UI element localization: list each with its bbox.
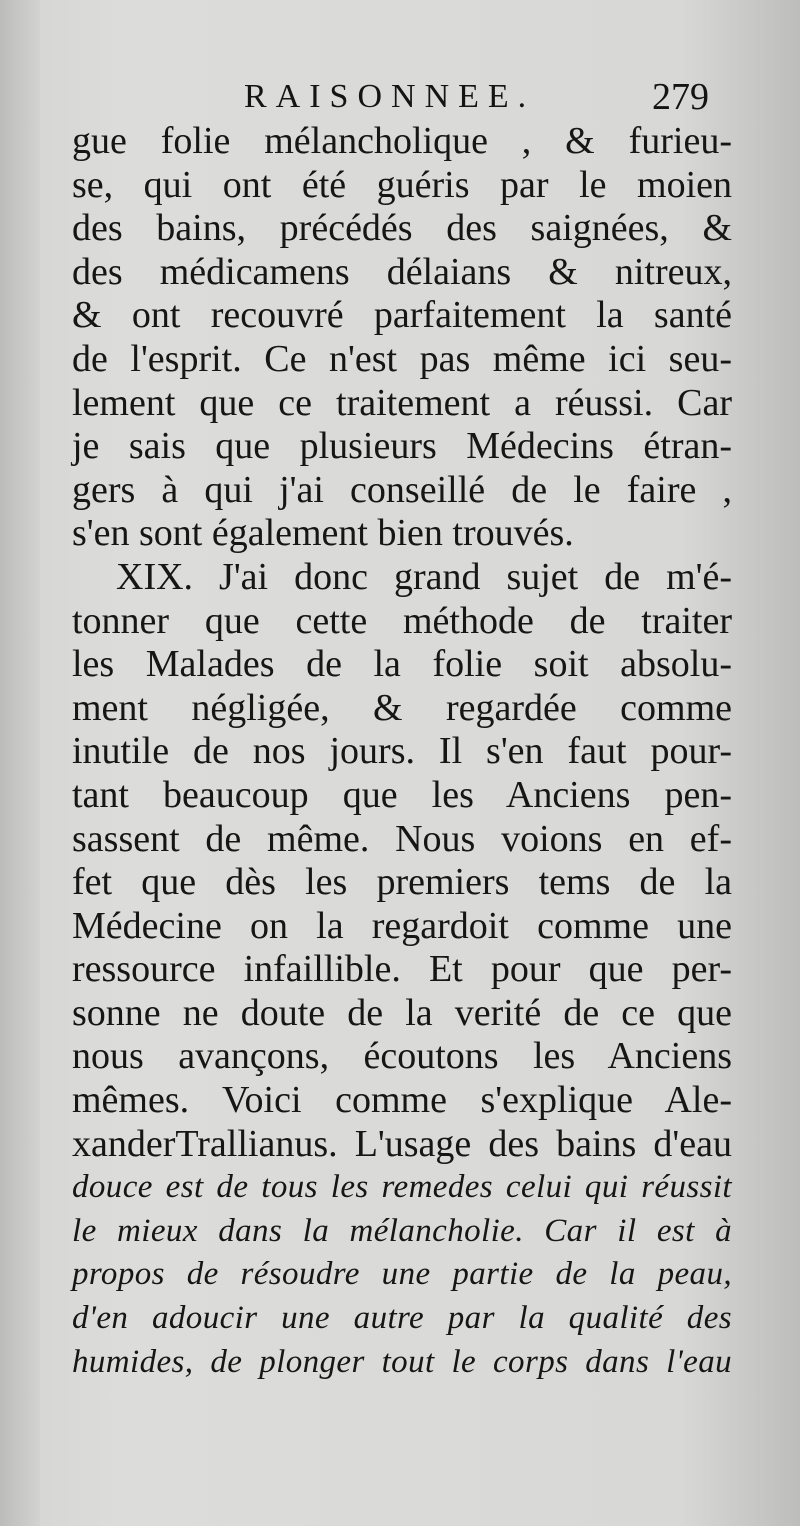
text-line: se, qui ont été guéris par le moien: [72, 163, 732, 206]
running-head: RAISONNEE.: [244, 78, 536, 115]
text-line: inutile de nos jours. Il s'en faut pour-: [72, 730, 732, 773]
page-number: 279: [652, 76, 709, 118]
text-line: des médicamens délaians & nitreux,: [72, 250, 732, 293]
italic-quote-line: propos de résoudre une partie de la peau,: [72, 1256, 732, 1293]
text-line: sassent de même. Nous voions en ef-: [72, 817, 732, 860]
italic-quote-line: le mieux dans la mélancholie. Car il est à: [72, 1212, 732, 1249]
text-line: s'en sont également bien trouvés.: [72, 512, 574, 555]
paragraph-start-line: XIX. J'ai donc grand sujet de m'é-: [116, 555, 732, 598]
text-line: xanderTrallianus. L'usage des bains d'eau: [72, 1122, 732, 1165]
text-line: des bains, précédés des saignées, &: [72, 207, 732, 250]
text-line: tonner que cette méthode de traiter: [72, 599, 732, 642]
text-line: ment négligée, & regardée comme: [72, 686, 732, 729]
text-line: nous avançons, écoutons les Anciens: [72, 1035, 732, 1078]
text-line: gue folie mélancholique , & furieu-: [72, 120, 732, 162]
text-line: lement que ce traitement a réussi. Car: [72, 381, 732, 424]
text-line: ressource infaillible. Et pour que per-: [72, 948, 732, 991]
body-text: [72, 120, 732, 1384]
italic-quote-line: d'en adoucir une autre par la qualité des: [72, 1300, 732, 1337]
text-line: mêmes. Voici comme s'explique Ale-: [72, 1079, 732, 1122]
text-line: Médecine on la regardoit comme une: [72, 904, 732, 947]
text-line: & ont recouvré parfaitement la santé: [72, 294, 732, 337]
italic-quote-line: humides, de plonger tout le corps dans l'eau: [72, 1343, 732, 1380]
show-through-bleed: [80, 1418, 320, 1478]
text-line: je sais que plusieurs Médecins étran-: [72, 425, 732, 468]
text-line: de l'esprit. Ce n'est pas même ici seu-: [72, 337, 732, 380]
page-header: [0, 72, 800, 122]
text-line: sonne ne doute de la verité de ce que: [72, 991, 732, 1034]
text-line: gers à qui j'ai conseillé de le faire ,: [72, 468, 732, 511]
text-line: les Malades de la folie soit absolu-: [72, 643, 732, 686]
italic-quote-line: douce est de tous les remedes celui qui réussit: [72, 1169, 732, 1206]
page-gutter-shadow: [0, 0, 40, 1526]
text-line: tant beaucoup que les Anciens pen-: [72, 773, 732, 816]
text-line: fet que dès les premiers tems de la: [72, 861, 732, 904]
